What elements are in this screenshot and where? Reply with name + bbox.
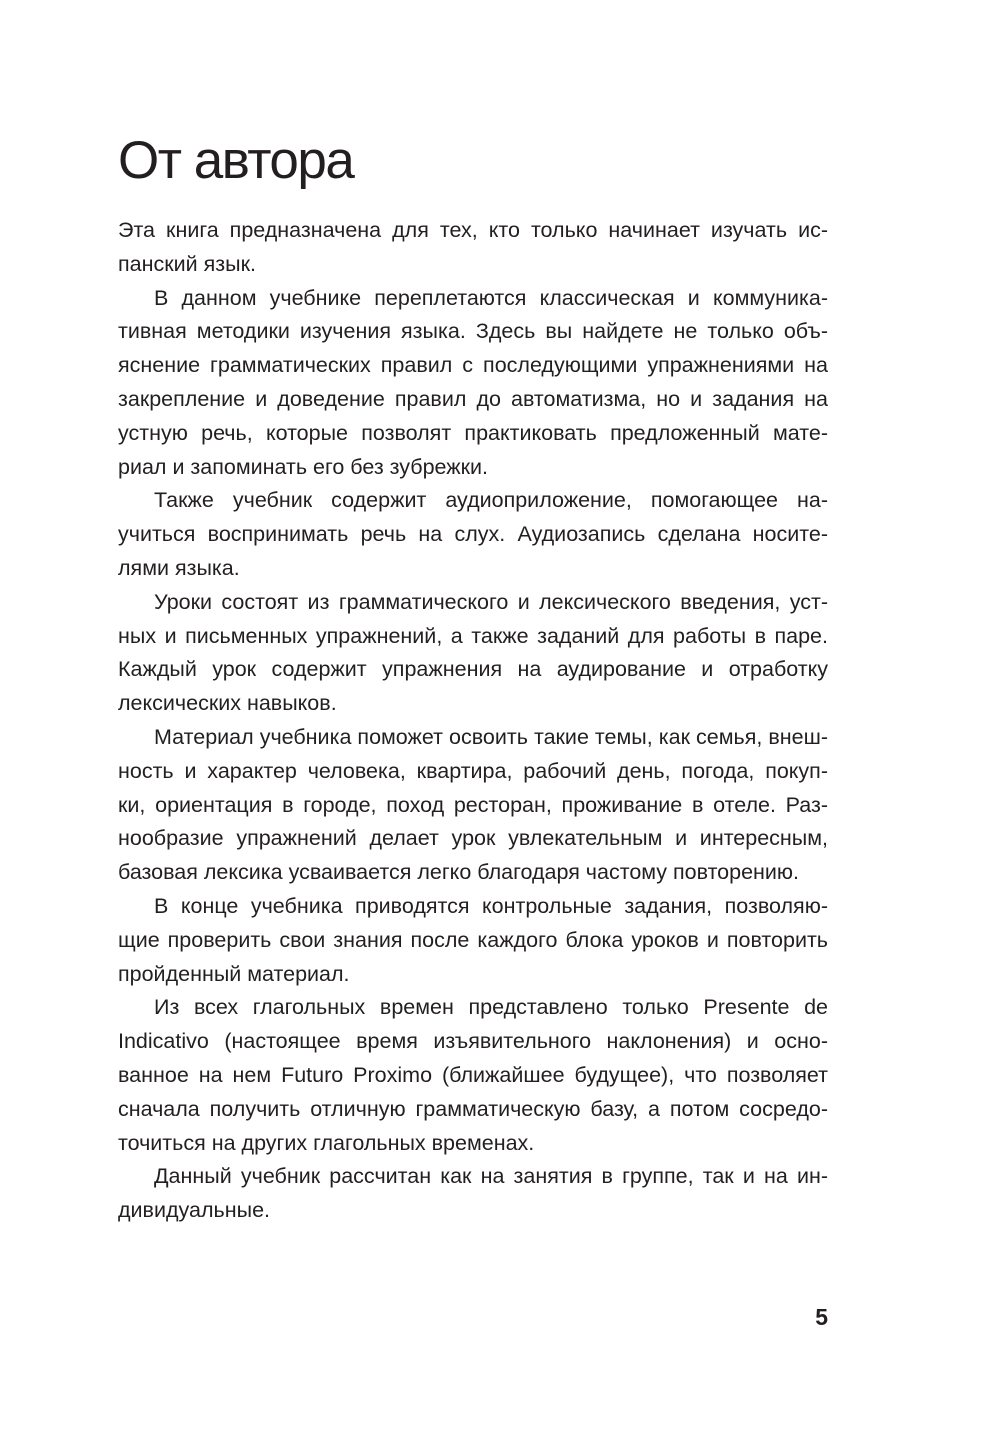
paragraph-first-line: Данный учебник рассчитан как на занятия в группе, так и на ин- [154,1164,828,1189]
text-line: устную речь, которые позволят практиковать предложенный мате- [118,420,828,445]
text-line: ных и письменных упражнений, а также заданий для работы в паре. [118,623,828,648]
text-line: лексических навыков. [118,691,337,716]
text-line: щие проверить свои знания после каждого блока уроков и повторить [118,927,828,952]
text-line: Indicativo (настоящее время изъявительного наклонения) и осно- [118,1029,828,1054]
body-text [118,214,828,1228]
text-line: дивидуальные. [118,1198,271,1223]
text-line: точиться на других глагольных временах. [118,1130,535,1155]
text-line: ность и характер человека, квартира, рабочий день, погода, покуп- [118,758,828,783]
text-line: сначала получить отличную грамматическую базу, а потом сосредо- [118,1096,828,1121]
text-line: Каждый урок содержит упражнения на аудирование и отработку [118,657,828,682]
text-line: лями языка. [118,555,240,580]
paragraph-first-line: Из всех глагольных времен представлено только Presente de [154,995,828,1020]
text-line: базовая лексика усваивается легко благодаря частому повторению. [118,860,800,885]
text-line: яснение грамматических правил с последующими упражнениями на [118,353,828,378]
paragraph-first-line: Уроки состоят из грамматического и лексического введения, уст- [154,589,828,614]
paragraph-first-line: В конце учебника приводятся контрольные задания, позволяю- [154,893,828,918]
text-line: Эта книга предназначена для тех, кто только начинает изучать ис- [118,218,828,242]
paragraph-first-line: Материал учебника поможет освоить такие темы, как семья, внеш- [154,724,828,749]
text-line: пройденный материал. [118,961,350,986]
text-line: закрепление и доведение правил до автоматизма, но и задания на [118,386,828,411]
text-line: нообразие упражнений делает урок увлекательным и интересным, [118,826,828,851]
paragraph-first-line: Также учебник содержит аудиоприложение, помогающее на- [154,488,828,513]
page-title: От автора [118,131,354,190]
text-line: ванное на нем Futuro Proximo (ближайшее будущее), что позволяет [118,1062,828,1087]
text-line: панский язык. [118,251,256,276]
text-line: риал и запоминать его без зубрежки. [118,454,489,479]
text-line: тивная методики изучения языка. Здесь вы найдете не только объ- [118,319,828,344]
text-line: учиться воспринимать речь на слух. Аудиозапись сделана носите- [118,522,828,547]
text-line: ки, ориентация в городе, поход ресторан, проживание в отеле. Раз- [118,792,828,817]
paragraph-first-line: В данном учебнике переплетаются классическая и коммуника- [154,285,828,310]
page-number: 5 [815,1304,828,1330]
